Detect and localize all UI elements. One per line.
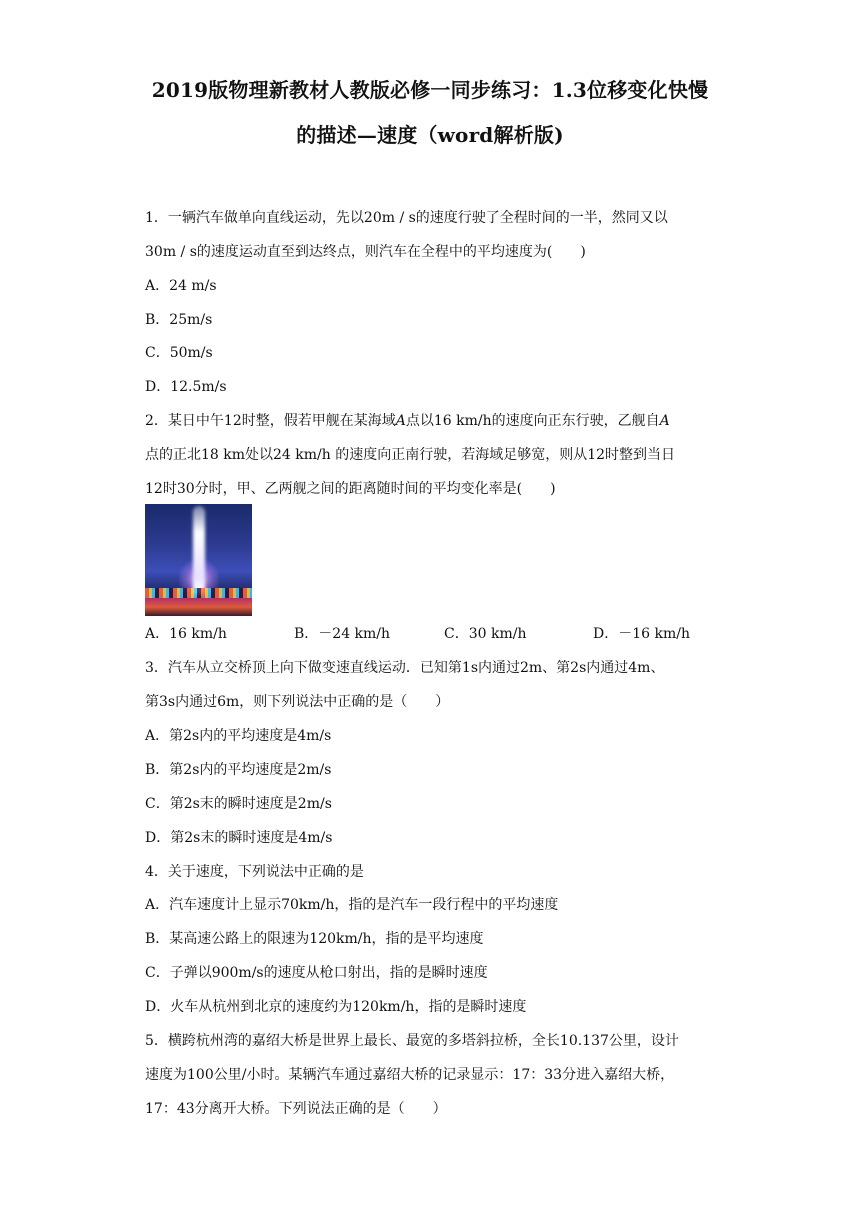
- fountain-night-photo: [145, 504, 252, 616]
- q3-option-c: C．第2s末的瞬时速度是2m/s: [145, 796, 332, 812]
- point-a-label: A: [395, 413, 406, 429]
- q2-option-a: A．16 km/h: [145, 626, 227, 642]
- q3-option-a: A．第2s内的平均速度是4m/s: [145, 728, 332, 744]
- q4-option-d: D．火车从杭州到北京的速度约为120km/h，指的是瞬时速度: [145, 999, 527, 1015]
- q4-stem-line-1: 4．关于速度，下列说法中正确的是: [145, 864, 364, 880]
- q2-stem-line-1: [145, 411, 670, 431]
- q2-stem-part-1: 2．某日中午12时整，假若甲舰在某海域: [145, 413, 396, 429]
- fountain-jet: [193, 506, 205, 594]
- q3-option-b: B．第2s内的平均速度是2m/s: [145, 762, 332, 778]
- q5-stem-line-1: 5．横跨杭州湾的嘉绍大桥是世界上最长、最宽的多塔斜拉桥，全长10.137公里，设计: [145, 1033, 679, 1049]
- q5-stem-line-3: 17：43分离开大桥。下列说法正确的是（ ）: [145, 1101, 447, 1117]
- q3-option-d: D．第2s末的瞬时速度是4m/s: [145, 830, 333, 846]
- q1-option-a: A．24 m/s: [145, 278, 217, 294]
- point-a-label: A: [659, 413, 670, 429]
- q4-option-c: C．子弹以900m/s的速度从枪口射出，指的是瞬时速度: [145, 965, 488, 981]
- document-title-line-1: 2019版物理新教材人教版必修一同步练习：1.3位移变化快慢: [151, 78, 709, 102]
- q4-option-b: B．某高速公路上的限速为120km/h，指的是平均速度: [145, 931, 484, 947]
- q3-stem-line-2: 第3s内通过6m，则下列说法中正确的是（ ）: [145, 694, 450, 710]
- q1-option-b: B．25m/s: [145, 312, 213, 328]
- q2-option-b: B．－24 km/h: [294, 626, 391, 642]
- q3-stem-line-1: 3．汽车从立交桥顶上向下做变速直线运动．已知第1s内通过2m、第2s内通过4m、: [145, 660, 665, 676]
- q1-stem-line-2: 30m / s的速度运动直至到达终点，则汽车在全程中的平均速度为( ): [145, 244, 586, 260]
- q4-option-a: A．汽车速度计上显示70km/h，指的是汽车一段行程中的平均速度: [145, 897, 559, 913]
- q5-stem-line-2: 速度为100公里/小时。某辆汽车通过嘉绍大桥的记录显示：17：33分进入嘉绍大桥，: [145, 1067, 675, 1083]
- q1-option-c: C．50m/s: [145, 345, 213, 361]
- document-title-line-2: 的描述—速度（word解析版): [296, 123, 564, 147]
- shore-lights: [145, 588, 252, 598]
- q2-stem-line-2: 点的正北18 km处以24 km/h 的速度向正南行驶，若海域足够宽，则从12时整到当日: [145, 447, 676, 463]
- q2-stem-part-2: 点以16 km/h的速度向正东行驶，乙舰自: [405, 413, 660, 429]
- q2-stem-line-3: 12时30分时，甲、乙两舰之间的距离随时间的平均变化率是( ): [145, 481, 556, 497]
- document-title: [100, 68, 760, 158]
- lit-water: [145, 598, 252, 616]
- q2-option-c: C．30 km/h: [444, 626, 527, 642]
- q1-option-d: D．12.5m/s: [145, 379, 227, 395]
- q1-stem-line-1: 1．一辆汽车做单向直线运动，先以20m / s的速度行驶了全程时间的一半，然同又以: [145, 210, 668, 226]
- q2-option-d: D．－16 km/h: [593, 626, 690, 642]
